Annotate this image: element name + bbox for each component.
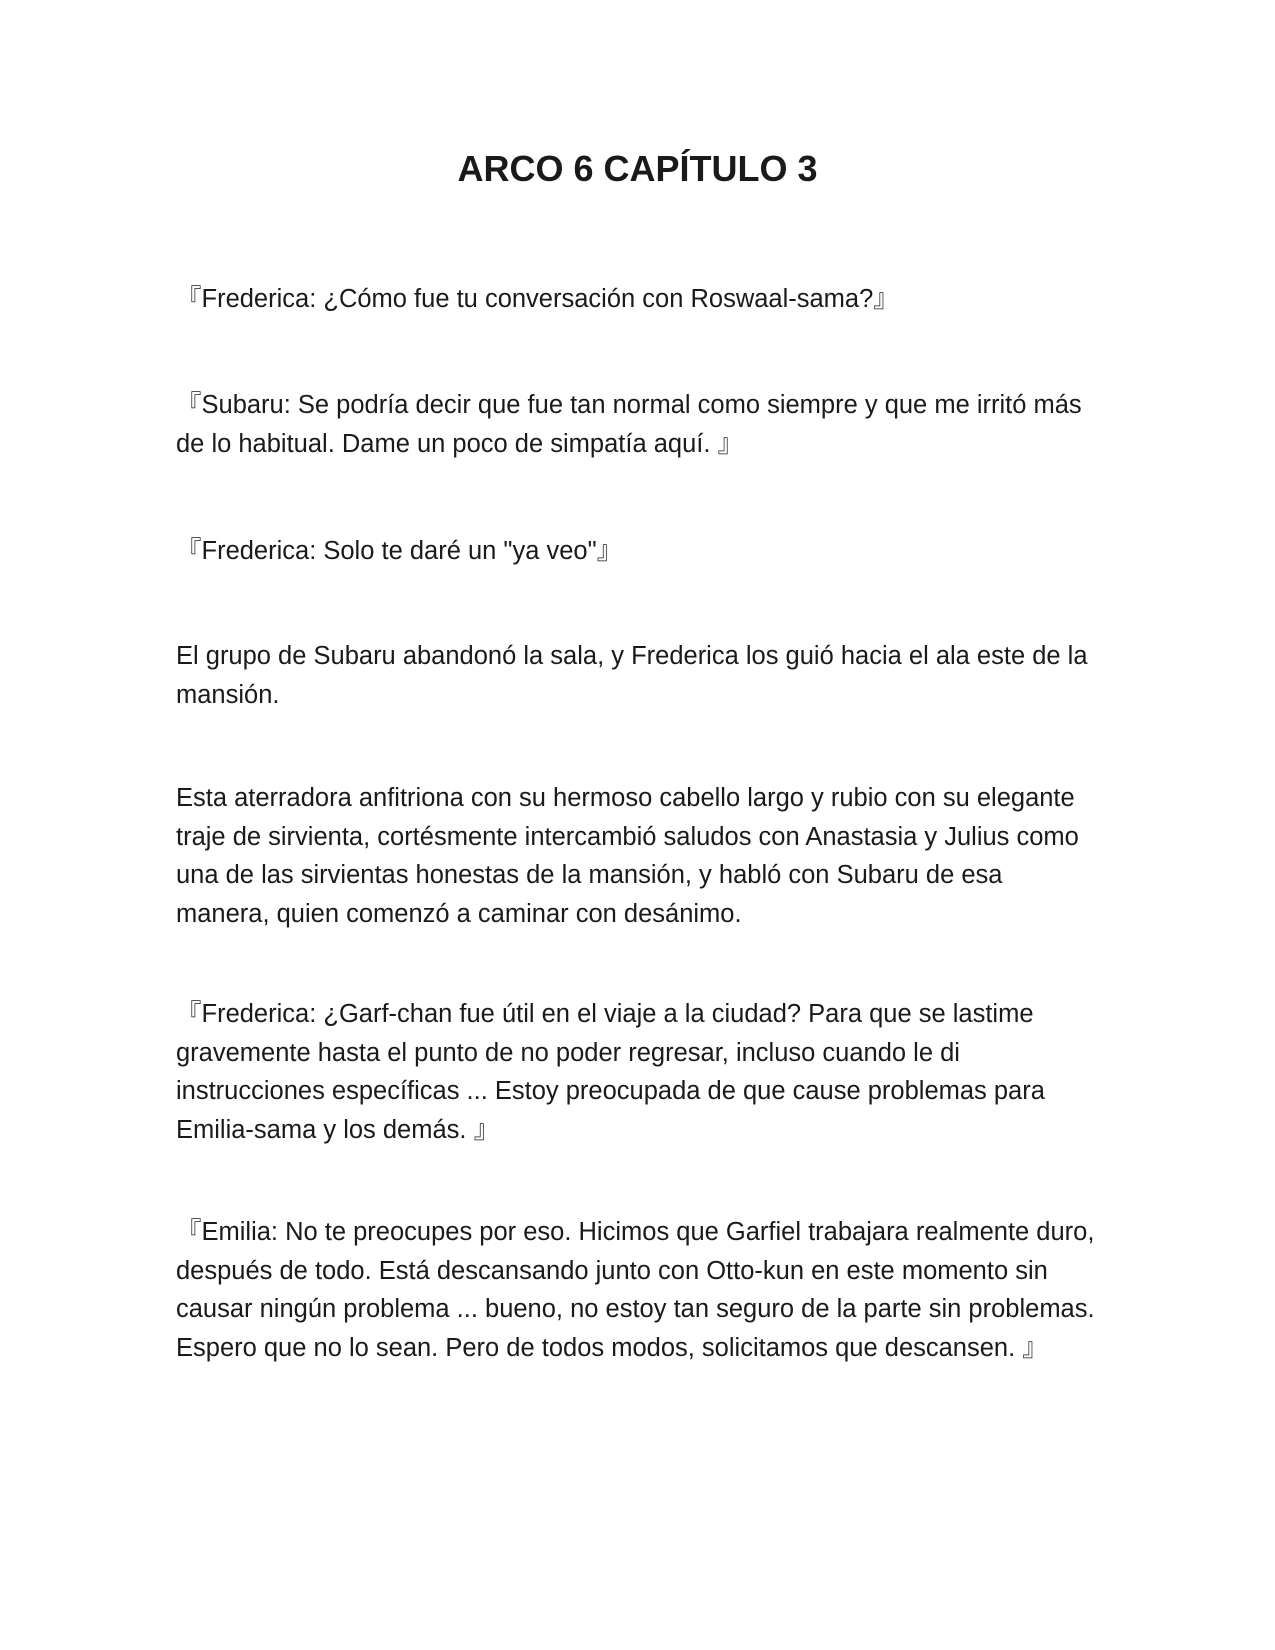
dialogue-paragraph: 『Frederica: ¿Cómo fue tu conversación con Roswaal-sama?』 (176, 285, 899, 313)
narration-paragraph: Esta aterradora anfitriona con su hermoso cabello largo y rubio con su elegante traje de sirvienta, cortésmente intercambió saludos con Anastasia y Julius como una de las sirvientas honestas de la mansión, y habló con Subaru de esa manera, quien comenzó a caminar con desánimo. (176, 784, 1079, 928)
dialogue-paragraph: 『Subaru: Se podría decir que fue tan normal como siempre y que me irritó más de lo habitual. Dame un poco de simpatía aquí. 』 (176, 391, 1082, 458)
dialogue-paragraph: 『Emilia: No te preocupes por eso. Hicimos que Garfiel trabajara realmente duro, después de todo. Está descansando junto con Otto-kun en este momento sin causar ningún problema ... bueno, no estoy tan seguro de la parte sin problemas. Espero que no lo sean. Pero de todos modos, solicitamos que descansen. 』 (176, 1218, 1095, 1362)
narration-paragraph: El grupo de Subaru abandonó la sala, y Frederica los guió hacia el ala este de la mansión. (176, 642, 1088, 709)
dialogue-paragraph: 『Frederica: Solo te daré un "ya veo"』 (176, 537, 623, 565)
chapter-title: ARCO 6 CAPÍTULO 3 (457, 148, 818, 189)
dialogue-paragraph: 『Frederica: ¿Garf-chan fue útil en el viaje a la ciudad? Para que se lastime gravemente hasta el punto de no poder regresar, incluso cuando le di instrucciones específicas ... Estoy preocupada de que cause problemas para Emilia-sama y los demás. 』 (176, 1000, 1045, 1144)
